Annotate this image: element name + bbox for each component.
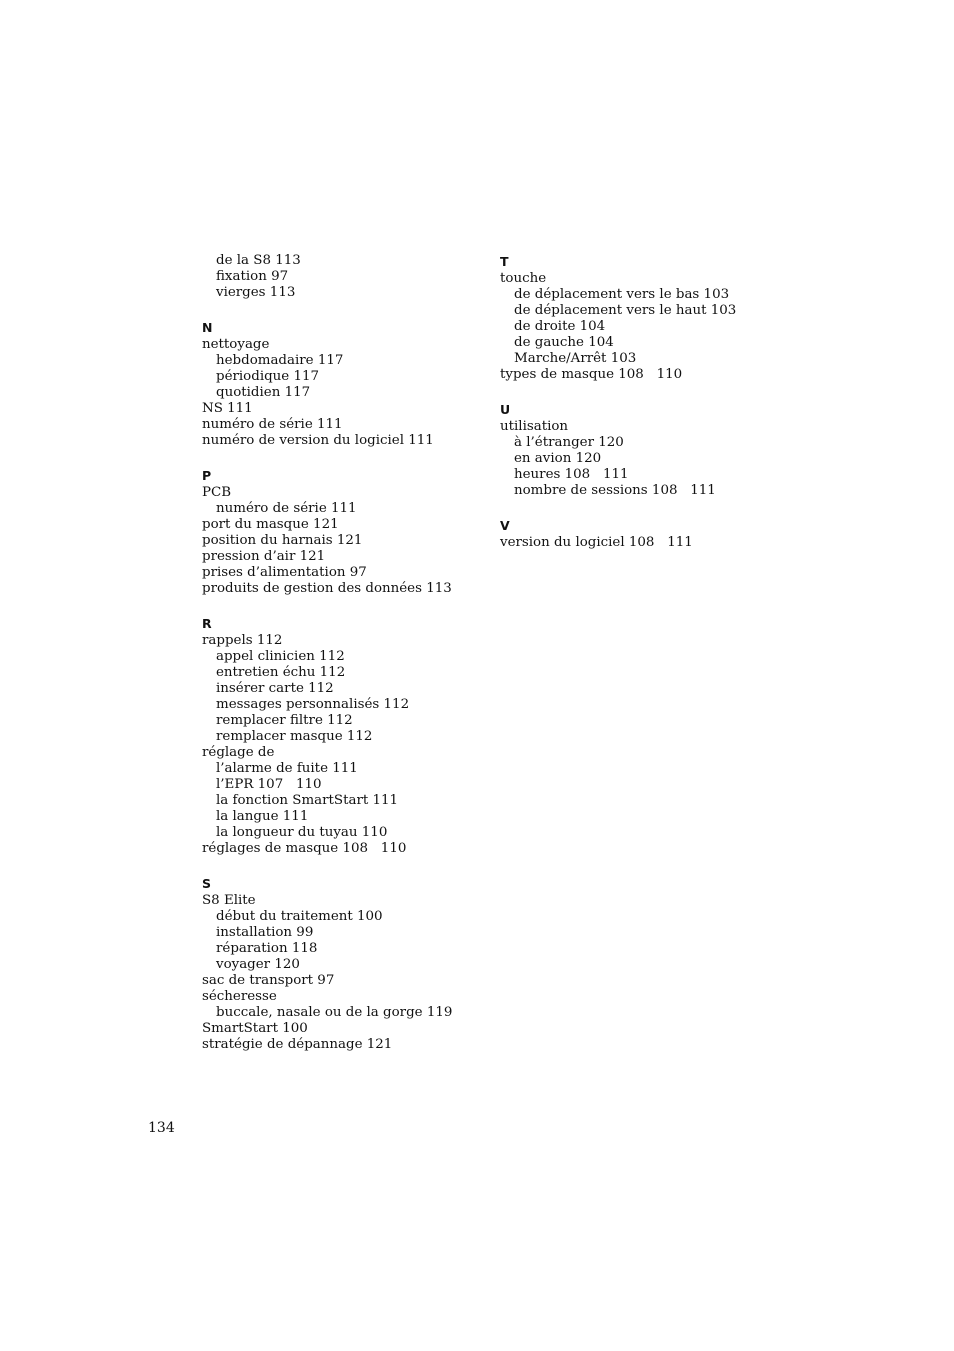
index-subentry: réparation 118 <box>216 941 318 956</box>
index-subentry: hebdomadaire 117 <box>216 353 344 368</box>
index-subentry: en avion 120 <box>514 451 602 466</box>
index-entry: touche <box>500 271 547 286</box>
index-entry: position du harnais 121 <box>202 533 363 548</box>
index-subentry: l’EPR 107 110 <box>216 777 322 792</box>
index-subentry: entretien échu 112 <box>216 665 346 680</box>
index-section-letter: R <box>202 616 212 631</box>
index-column-right <box>500 253 770 551</box>
index-entry: sécheresse <box>202 989 277 1004</box>
index-subentry: début du traitement 100 <box>216 909 383 924</box>
index-subentry: appel clinicien 112 <box>216 649 345 664</box>
index-entry: PCB <box>202 485 232 500</box>
index-subentry: la langue 111 <box>216 809 309 824</box>
index-subentry: l’alarme de fuite 111 <box>216 761 358 776</box>
index-subentry: fixation 97 <box>216 269 289 284</box>
index-entry: stratégie de dépannage 121 <box>202 1037 393 1052</box>
index-subentry: la longueur du tuyau 110 <box>216 825 388 840</box>
page-number: 134 <box>148 1120 175 1136</box>
index-section-letter: V <box>500 518 510 533</box>
index-entry: numéro de série 111 <box>202 417 343 432</box>
index-section-letter: N <box>202 320 213 335</box>
index-entry: pression d’air 121 <box>202 549 326 564</box>
index-entry: produits de gestion des données 113 <box>202 581 452 596</box>
index-subentry: la fonction SmartStart 111 <box>216 793 399 808</box>
index-entry: prises d’alimentation 97 <box>202 565 367 580</box>
index-subentry: buccale, nasale ou de la gorge 119 <box>216 1005 453 1020</box>
index-subentry: de droite 104 <box>514 319 606 334</box>
index-section-letter: T <box>500 254 509 269</box>
index-subentry: quotidien 117 <box>216 385 311 400</box>
index-column-left <box>202 253 472 1053</box>
index-subentry: vierges 113 <box>216 285 296 300</box>
index-subentry: heures 108 111 <box>514 467 629 482</box>
index-subentry: insérer carte 112 <box>216 681 334 696</box>
index-entry: version du logiciel 108 111 <box>500 535 693 550</box>
index-subentry: de déplacement vers le haut 103 <box>514 303 737 318</box>
index-subentry: à l’étranger 120 <box>514 435 624 450</box>
index-entry: réglage de <box>202 745 275 760</box>
index-entry: S8 Elite <box>202 893 256 908</box>
index-subentry: voyager 120 <box>216 957 300 972</box>
index-entry: port du masque 121 <box>202 517 339 532</box>
index-subentry: messages personnalisés 112 <box>216 697 410 712</box>
index-subentry: de déplacement vers le bas 103 <box>514 287 730 302</box>
index-entry: NS 111 <box>202 401 253 416</box>
index-subentry: nombre de sessions 108 111 <box>514 483 716 498</box>
index-subentry: périodique 117 <box>216 369 320 384</box>
index-subentry: de la S8 113 <box>216 253 301 268</box>
index-subentry: installation 99 <box>216 925 314 940</box>
index-subentry: remplacer masque 112 <box>216 729 373 744</box>
index-entry: SmartStart 100 <box>202 1021 308 1036</box>
index-section-letter: S <box>202 876 212 891</box>
index-entry: sac de transport 97 <box>202 973 335 988</box>
index-section-letter: U <box>500 402 511 417</box>
index-section-letter: P <box>202 468 212 483</box>
index-entry: numéro de version du logiciel 111 <box>202 433 434 448</box>
index-entry: types de masque 108 110 <box>500 367 683 382</box>
index-subentry: remplacer filtre 112 <box>216 713 353 728</box>
index-subentry: de gauche 104 <box>514 335 614 350</box>
index-entry: réglages de masque 108 110 <box>202 841 407 856</box>
index-entry: utilisation <box>500 419 569 434</box>
index-subentry: Marche/Arrêt 103 <box>514 351 637 366</box>
index-subentry: numéro de série 111 <box>216 501 357 516</box>
index-entry: nettoyage <box>202 337 270 352</box>
index-entry: rappels 112 <box>202 633 283 648</box>
